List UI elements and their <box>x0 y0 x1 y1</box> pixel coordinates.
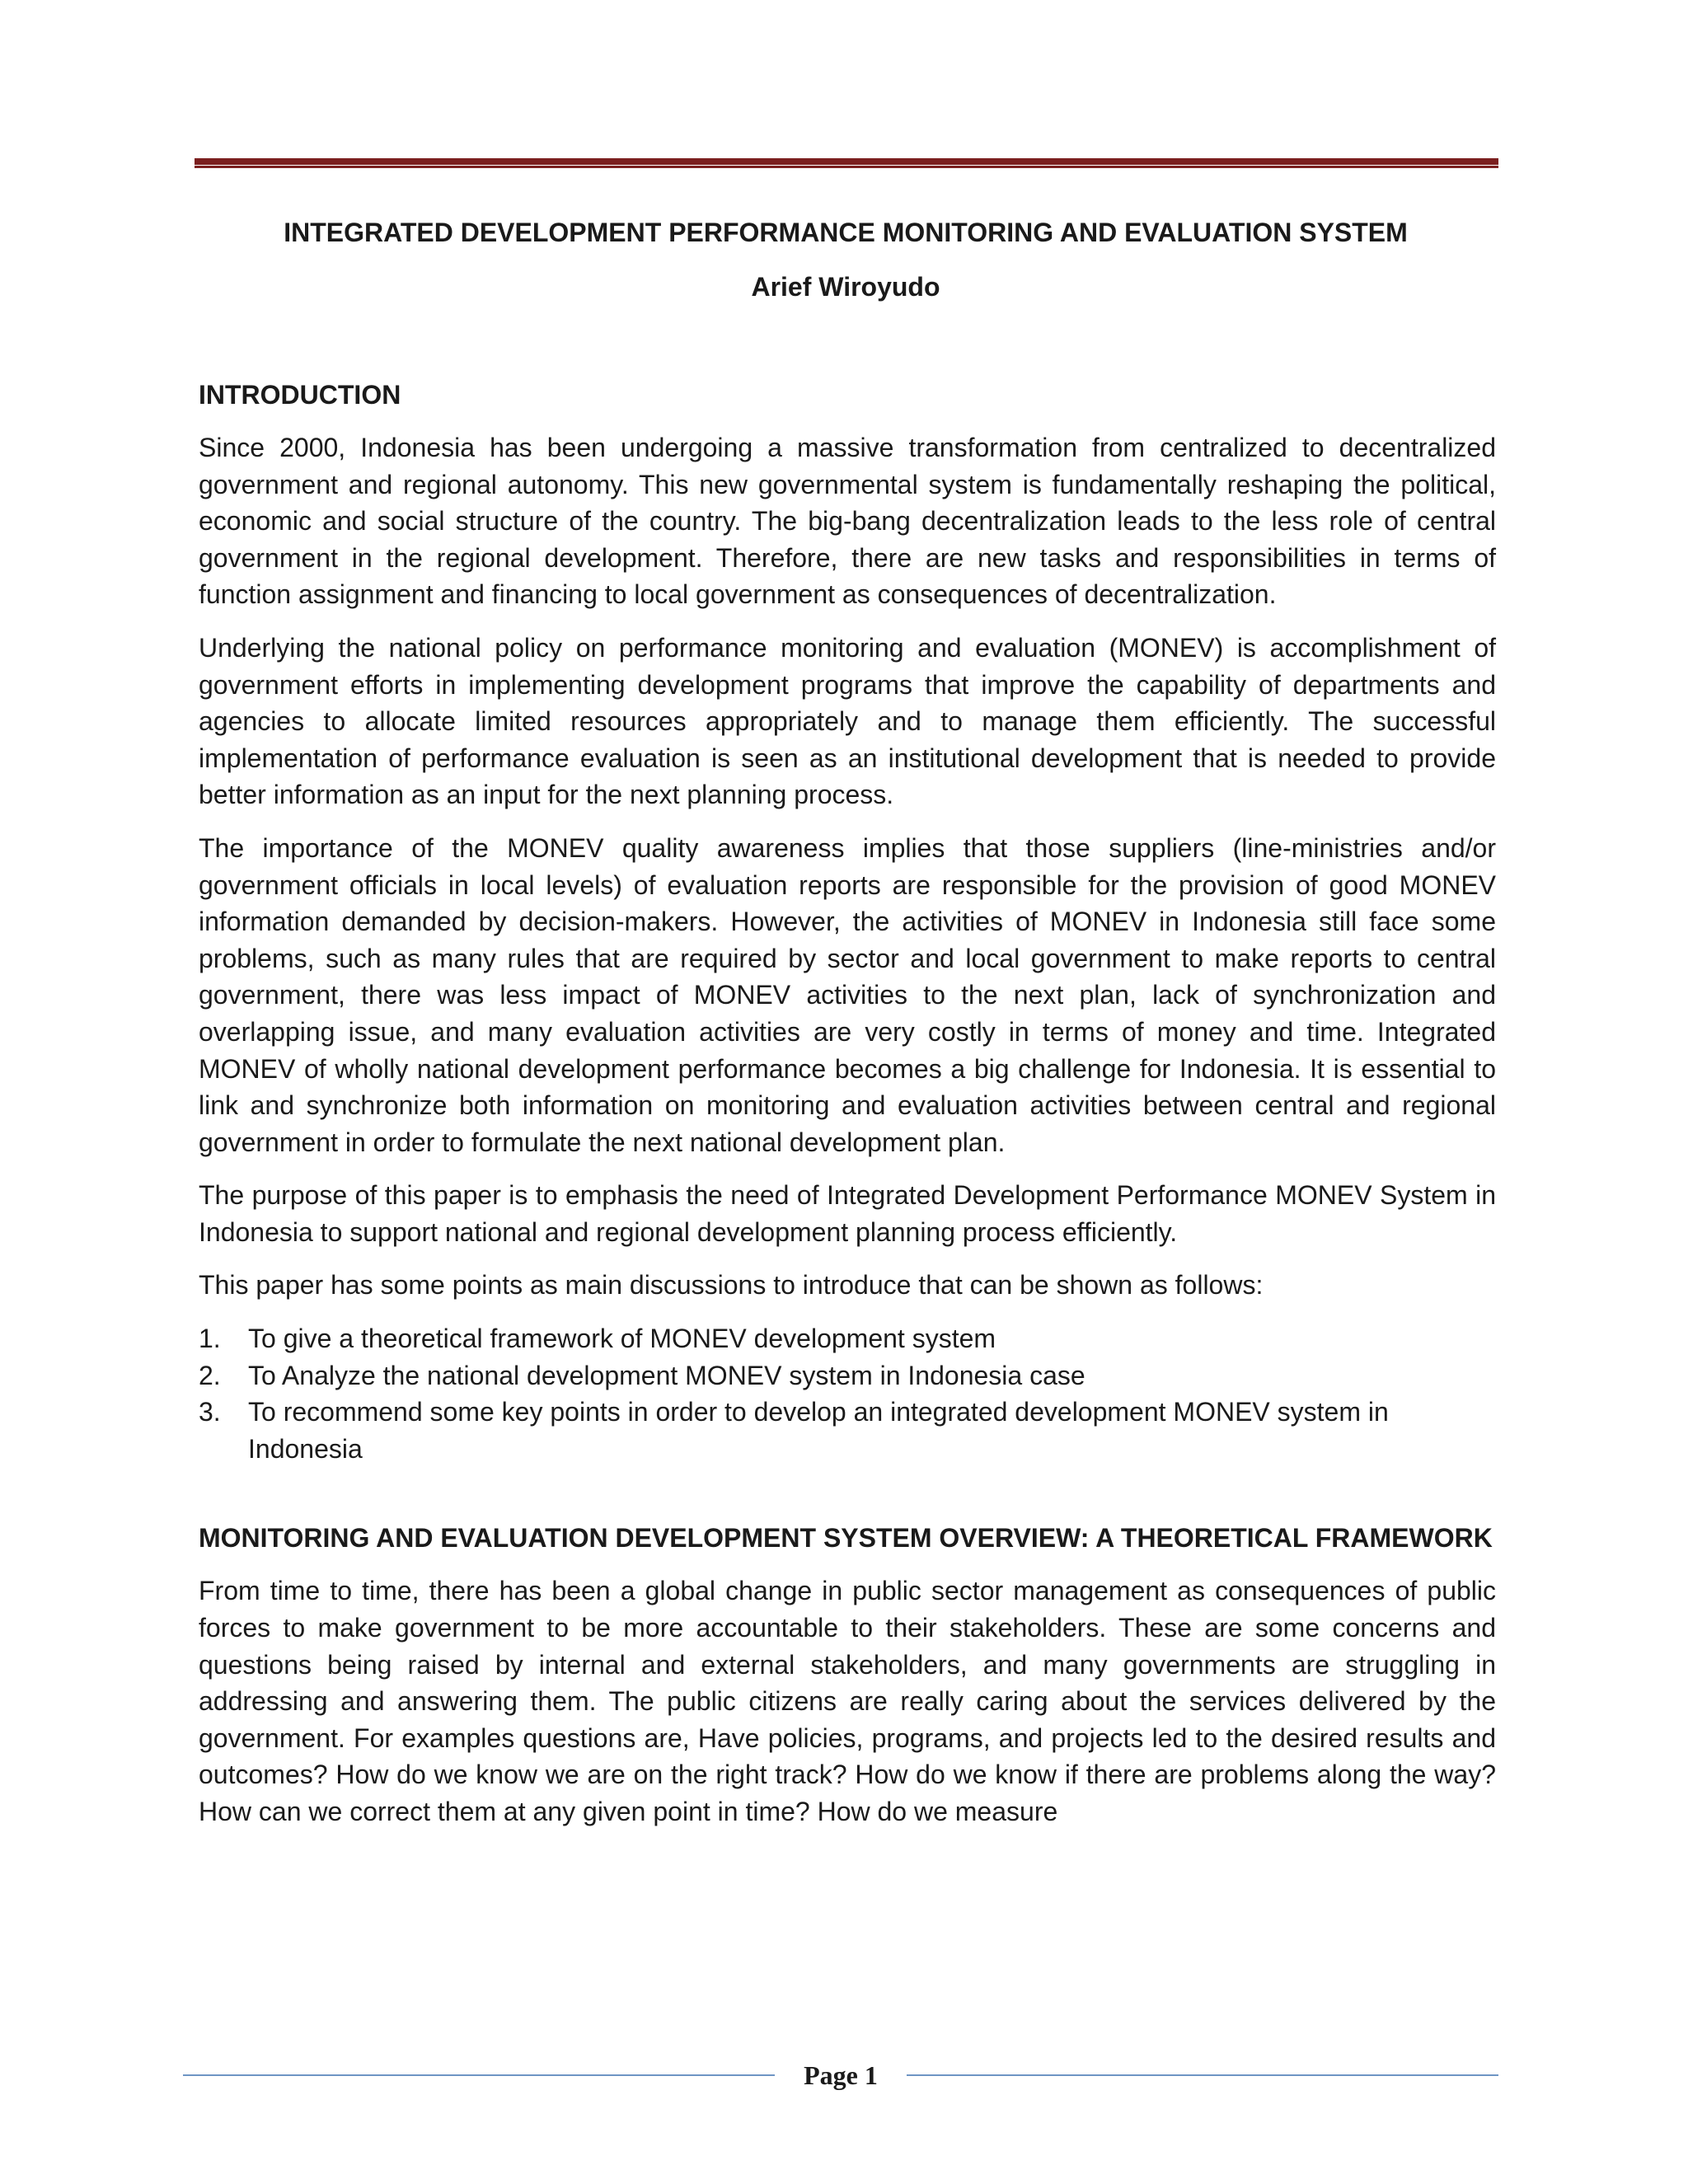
paragraph: Underlying the national policy on performance monitoring and evaluation (MONEV) is accomplishment of government efforts in implementing development programs that improve the capability of departments and agencies to allocate limited resources appropriately and to manage them efficiently. The successful implementation of performance evaluation is seen as an institutional development that is needed to provide better information as an input for the next planning process. <box>199 632 1496 810</box>
list-item <box>199 1394 1496 1467</box>
list-item-number: 3. <box>199 1397 221 1427</box>
paragraph: From time to time, there has been a global change in public sector management as consequences of public forces to make government to be more accountable to their stakeholders. These are some concerns and questions being raised by internal and external stakeholders, and many governments are struggling in addressing and answering them. The public citizens are really caring about the services delivered by the government. For examples questions are, Have policies, programs, and projects led to the desired results and outcomes? How do we know we are on the right track? How do we know if there are problems along the way? How can we correct them at any given point in time? How do we measure <box>199 1576 1496 1826</box>
page-footer <box>183 2057 1498 2093</box>
list-item-text: To recommend some key points in order to develop an integrated development MONEV system in Indonesia <box>248 1397 1389 1464</box>
page-number: Page 1 <box>804 2060 878 2090</box>
header-rule <box>195 158 1498 168</box>
section-heading-framework: MONITORING AND EVALUATION DEVELOPMENT SYSTEM OVERVIEW: A THEORETICAL FRAMEWORK <box>199 1523 1493 1554</box>
list-item-text: To give a theoretical framework of MONEV development system <box>248 1324 996 1354</box>
footer-rule-left <box>183 2074 775 2076</box>
list-item-number: 2. <box>199 1360 221 1390</box>
document-title: INTEGRATED DEVELOPMENT PERFORMANCE MONITORING AND EVALUATION SYSTEM <box>284 218 1408 247</box>
list-item-text: To Analyze the national development MONEV system in Indonesia case <box>248 1360 1085 1390</box>
numbered-list <box>199 1320 1496 1467</box>
section-heading-introduction: INTRODUCTION <box>199 380 401 410</box>
document-body <box>199 377 1496 1847</box>
paragraph: The purpose of this paper is to emphasis the need of Integrated Development Performance MONEV System in Indonesia to support national and regional development planning process efficiently. <box>199 1180 1496 1247</box>
document-author: Arief Wiroyudo <box>751 272 940 302</box>
list-item <box>199 1357 1496 1394</box>
paragraph: The importance of the MONEV quality awareness implies that those suppliers (line-ministries and/or government officials in local levels) of evaluation reports are responsible for the provision of good MONEV information demanded by decision-makers. However, the activities of MONEV in Indonesia still face some problems, such as many rules that are required by sector and local government to make reports to central government, there was less impact of MONEV activities to the next plan, lack of synchronization and overlapping issue, and many evaluation activities are very costly in terms of money and time. Integrated MONEV of wholly national development performance becomes a big challenge for Indonesia. It is essential to link and synchronize both information on monitoring and evaluation activities between central and regional government in order to formulate the next national development plan. <box>199 832 1496 1157</box>
header-rule-thick <box>195 158 1498 165</box>
paragraph: This paper has some points as main discussions to introduce that can be shown as follows: <box>199 1270 1264 1301</box>
footer-rule-right <box>907 2074 1498 2076</box>
list-item <box>199 1320 1496 1357</box>
header-rule-thin <box>195 166 1498 168</box>
list-item-number: 1. <box>199 1324 221 1354</box>
paragraph: Since 2000, Indonesia has been undergoing a massive transformation from centralized to decentralized government and regional autonomy. This new governmental system is fundamentally reshaping the political, economic and social structure of the country. The big-bang decentralization leads to the less role of central government in the regional development. Therefore, there are new tasks and responsibilities in terms of function assignment and financing to local government as consequences of decentralization. <box>199 433 1496 610</box>
